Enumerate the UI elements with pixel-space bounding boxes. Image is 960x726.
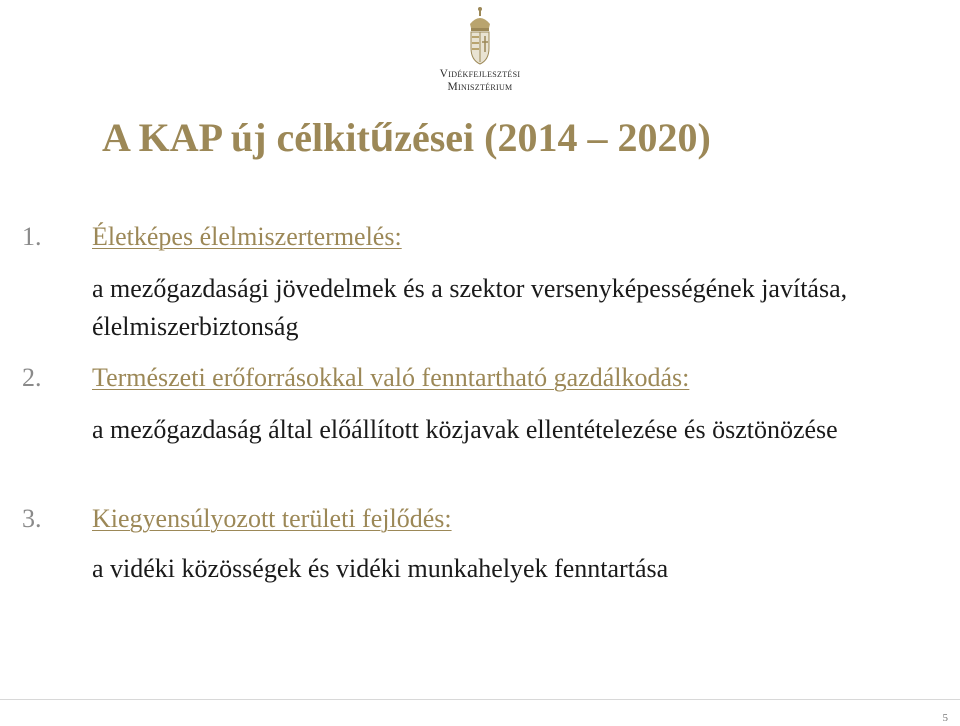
goal-heading: Természeti erőforrásokkal való fenntartható gazdálkodás:: [92, 363, 690, 392]
coat-of-arms-icon: [465, 6, 495, 66]
page-number: 5: [942, 712, 948, 724]
goal-description: a mezőgazdasági jövedelmek és a szektor versenyképességének javítása, élelmiszerbiztonság: [92, 274, 848, 341]
ministry-name: [420, 68, 540, 94]
goal-description: a mezőgazdaság által előállított közjavak ellentételezése és ösztönözése: [92, 415, 838, 444]
goal-number: 2.: [22, 363, 42, 392]
goal-number: 3.: [22, 504, 42, 533]
ministry-name-line1: Vidékfejlesztési: [439, 68, 521, 80]
goal-number: 1.: [22, 222, 42, 251]
slide-title-pre: A KAP új célkit: [102, 115, 370, 160]
slide-title: [102, 114, 711, 161]
goal-description: a vidéki közösségek és vidéki munkahelyek fenntartása: [92, 554, 669, 583]
ministry-logo: [420, 6, 540, 94]
ministry-name-line2: Minisztérium: [447, 81, 513, 93]
goal-heading: Kiegyensúlyozott területi fejlődés:: [92, 504, 452, 533]
slide-title-post: zései (2014 – 2020): [394, 115, 711, 160]
footer-divider: [0, 699, 960, 700]
slide-title-special-char: ű: [369, 116, 395, 160]
goal-heading: Életképes élelmiszertermelés:: [92, 222, 402, 251]
